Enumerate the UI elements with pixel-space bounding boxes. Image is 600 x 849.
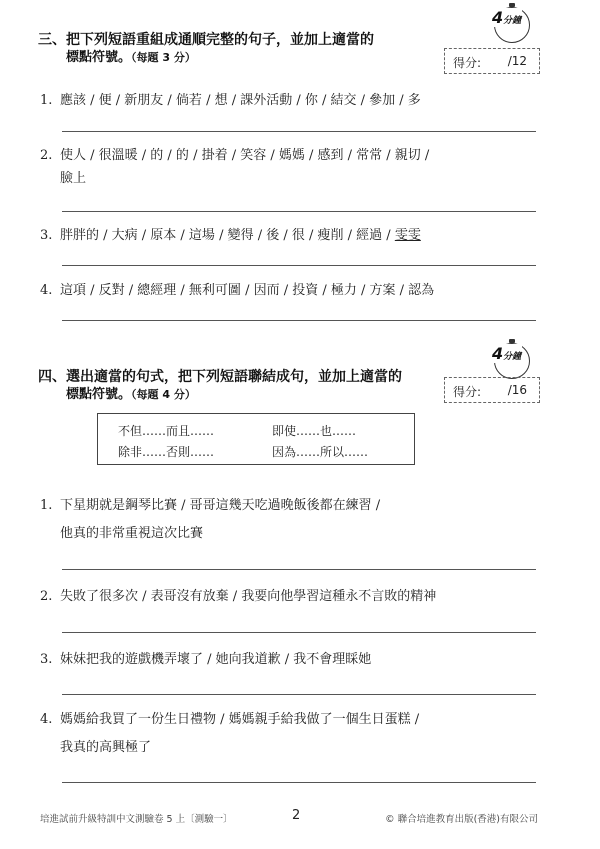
pattern-option: 因為……所以…… bbox=[272, 445, 369, 459]
question-number: 1. bbox=[40, 93, 53, 108]
timer-icon bbox=[494, 343, 530, 379]
pattern-option: 不但……而且…… bbox=[118, 424, 215, 438]
question-text-continued: 他真的非常重視這次比賽 bbox=[60, 526, 204, 541]
s4-question-1 bbox=[40, 497, 540, 543]
score-label: 得分: bbox=[453, 385, 482, 399]
question-number: 4. bbox=[40, 712, 53, 727]
answer-line bbox=[62, 131, 536, 132]
question-text: 下星期就是鋼琴比賽 / 哥哥這幾天吃過晚飯後都在練習 / bbox=[60, 498, 381, 513]
score-total: /12 bbox=[507, 54, 527, 68]
question-text: 應該 / 便 / 新朋友 / 倘若 / 想 / 課外活動 / 你 / 結交 / 參加 / 多 bbox=[60, 93, 421, 108]
question-text: 失敗了很多次 / 表哥沒有放棄 / 我要向他學習這種永不言敗的精神 bbox=[60, 589, 437, 604]
footer-copyright: © 聯合培進教育出版(香港)有限公司 bbox=[385, 814, 538, 825]
answer-line bbox=[62, 632, 536, 633]
question-number: 4. bbox=[40, 283, 53, 298]
question-text: 使人 / 很溫暖 / 的 / 的 / 掛着 / 笑容 / 媽媽 / 感到 / 常常 / 親切 / bbox=[60, 148, 430, 163]
s3-question-4 bbox=[40, 282, 540, 300]
question-text: 媽媽給我買了一份生日禮物 / 媽媽親手給我做了一個生日蛋糕 / bbox=[60, 712, 420, 727]
answer-line bbox=[62, 320, 536, 321]
timer-minutes: 4 bbox=[492, 8, 504, 27]
answer-line bbox=[62, 694, 536, 695]
question-text: 這項 / 反對 / 總經理 / 無利可圖 / 因而 / 投資 / 極力 / 方案 / 認為 bbox=[60, 283, 435, 298]
s4-question-4 bbox=[40, 711, 540, 757]
question-number: 3. bbox=[40, 652, 53, 667]
timer-minutes: 4 bbox=[492, 344, 504, 363]
timer-unit: 分鐘 bbox=[503, 352, 522, 362]
underlined-name: 雯雯 bbox=[394, 228, 421, 243]
section4-points: （每題 4 分） bbox=[131, 388, 196, 401]
footer-book-title: 培進試前升級特訓中文測驗卷 5 上〔測驗一〕 bbox=[40, 814, 233, 825]
section3-score-box bbox=[444, 48, 540, 74]
section4-score-box bbox=[444, 377, 540, 403]
timer-unit: 分鐘 bbox=[503, 16, 522, 26]
question-number: 3. bbox=[40, 228, 53, 243]
score-label: 得分: bbox=[453, 56, 482, 70]
question-text-continued: 臉上 bbox=[60, 171, 87, 186]
sentence-pattern-box bbox=[97, 413, 415, 465]
pattern-option: 除非……否則…… bbox=[118, 445, 215, 459]
page-number: 2 bbox=[292, 808, 301, 823]
pattern-option: 即使……也…… bbox=[272, 424, 357, 438]
section3-points: （每題 3 分） bbox=[131, 51, 196, 64]
answer-line bbox=[62, 211, 536, 212]
section4-title: 四、選出適當的句式，把下列短語聯結成句，並加上適當的 bbox=[38, 369, 402, 385]
score-total: /16 bbox=[507, 383, 527, 397]
section4-subtitle: 標點符號。（每題 4 分） bbox=[66, 387, 196, 402]
answer-line bbox=[62, 569, 536, 570]
question-number: 2. bbox=[40, 148, 53, 163]
section3-subtitle: 標點符號。（每題 3 分） bbox=[66, 50, 196, 65]
question-text: 妹妹把我的遊戲機弄壞了 / 她向我道歉 / 我不會理睬她 bbox=[60, 652, 372, 667]
s3-question-2 bbox=[40, 147, 540, 188]
s3-question-3 bbox=[40, 227, 540, 245]
question-number: 1. bbox=[40, 498, 53, 513]
s3-question-1 bbox=[40, 92, 540, 110]
answer-line bbox=[62, 265, 536, 266]
section3-title: 三、把下列短語重組成通順完整的句子，並加上適當的 bbox=[38, 32, 374, 48]
s4-question-2 bbox=[40, 588, 540, 606]
question-text-continued: 我真的高興極了 bbox=[60, 740, 152, 755]
s4-question-3 bbox=[40, 651, 540, 669]
timer-icon bbox=[494, 7, 530, 43]
question-number: 2. bbox=[40, 589, 53, 604]
question-text: 胖胖的 / 大病 / 原本 / 這場 / 變得 / 後 / 很 / 瘦削 / 經過 / bbox=[60, 228, 395, 243]
answer-line bbox=[62, 782, 536, 783]
